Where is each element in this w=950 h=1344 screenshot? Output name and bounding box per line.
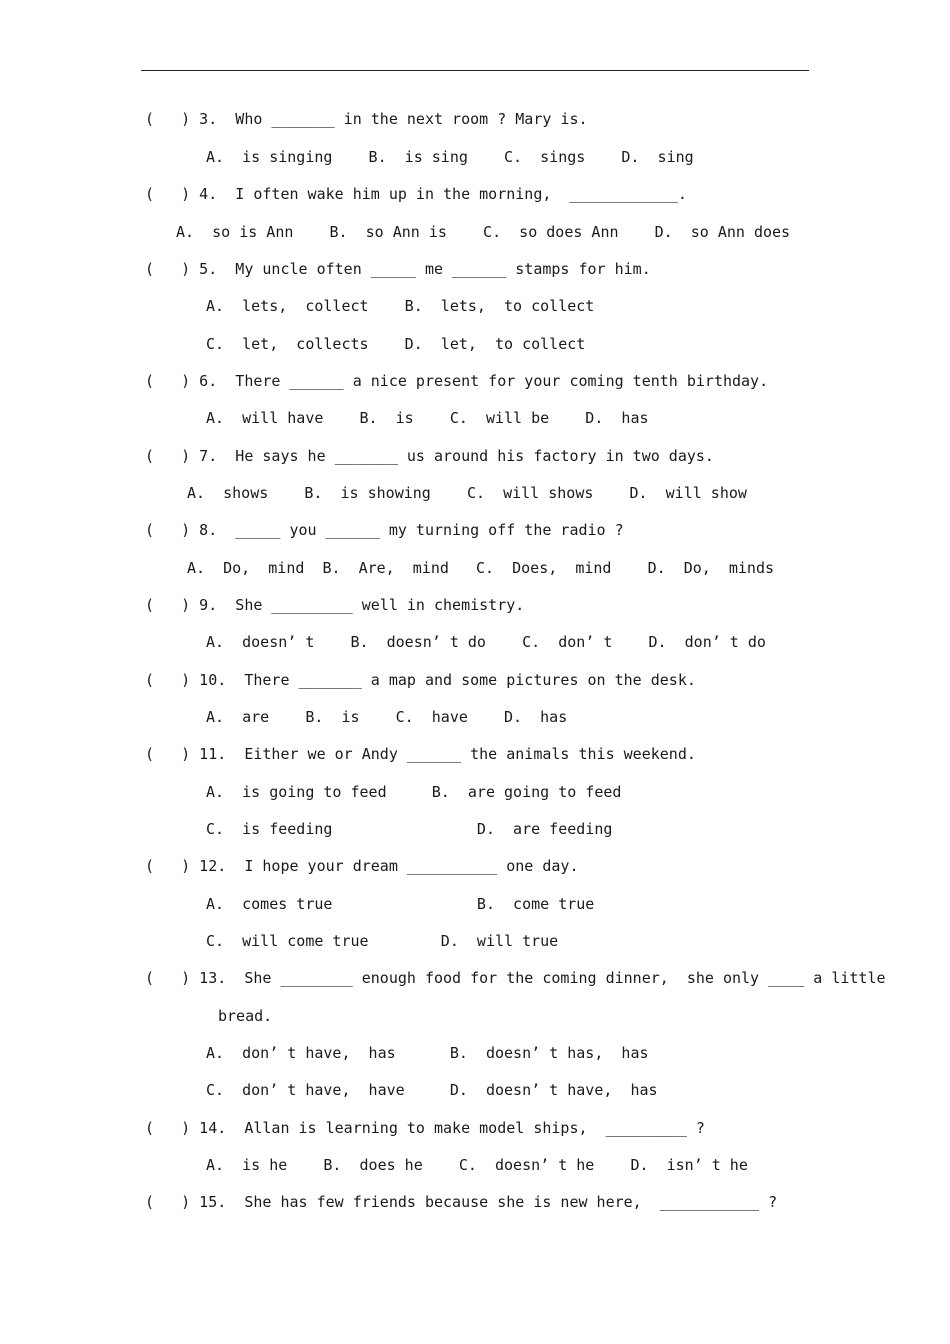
- question-7-options: A. shows B. is showing C. will shows D. will show: [187, 484, 747, 502]
- question-3-options: A. is singing B. is sing C. sings D. sing: [206, 148, 694, 166]
- question-13: ( ) 13. She ________ enough food for the coming dinner, she only ____ a little: [145, 969, 886, 987]
- question-11: ( ) 11. Either we or Andy ______ the animals this weekend.: [145, 745, 696, 763]
- question-12-options-cd: C. will come true D. will true: [206, 932, 559, 950]
- question-8: ( ) 8. _____ you ______ my turning off the radio ?: [145, 521, 624, 539]
- question-13-continuation: bread.: [218, 1007, 273, 1025]
- question-9-options: A. doesn’ t B. doesn’ t do C. don’ t D. don’ t do: [206, 633, 766, 651]
- question-4-options: A. so is Ann B. so Ann is C. so does Ann D. so Ann does: [176, 223, 791, 241]
- question-12-options-ab: A. comes true B. come true: [206, 895, 595, 913]
- header-rule: [141, 70, 809, 71]
- question-13-options-cd: C. don’ t have, have D. doesn’ t have, has: [206, 1081, 658, 1099]
- question-14: ( ) 14. Allan is learning to make model ships, _________ ?: [145, 1119, 705, 1137]
- question-7: ( ) 7. He says he _______ us around his factory in two days.: [145, 447, 714, 465]
- question-11-options-cd: C. is feeding D. are feeding: [206, 820, 613, 838]
- question-8-options: A. Do, mind B. Are, mind C. Does, mind D. Do, minds: [187, 559, 774, 577]
- question-4: ( ) 4. I often wake him up in the morning, ____________.: [145, 185, 687, 203]
- question-6: ( ) 6. There ______ a nice present for your coming tenth birthday.: [145, 372, 769, 390]
- question-6-options: A. will have B. is C. will be D. has: [206, 409, 649, 427]
- question-10: ( ) 10. There _______ a map and some pictures on the desk.: [145, 671, 696, 689]
- question-5-options-cd: C. let, collects D. let, to collect: [206, 335, 586, 353]
- question-10-options: A. are B. is C. have D. has: [206, 708, 568, 726]
- question-3: ( ) 3. Who _______ in the next room ? Mary is.: [145, 110, 588, 128]
- question-5: ( ) 5. My uncle often _____ me ______ stamps for him.: [145, 260, 651, 278]
- question-5-options-ab: A. lets, collect B. lets, to collect: [206, 297, 595, 315]
- question-15: ( ) 15. She has few friends because she is new here, ___________ ?: [145, 1193, 778, 1211]
- question-9: ( ) 9. She _________ well in chemistry.: [145, 596, 525, 614]
- question-13-options-ab: A. don’ t have, has B. doesn’ t has, has: [206, 1044, 649, 1062]
- question-12: ( ) 12. I hope your dream __________ one day.: [145, 857, 579, 875]
- question-14-options: A. is he B. does he C. doesn’ t he D. isn’ t he: [206, 1156, 748, 1174]
- question-11-options-ab: A. is going to feed B. are going to feed: [206, 783, 622, 801]
